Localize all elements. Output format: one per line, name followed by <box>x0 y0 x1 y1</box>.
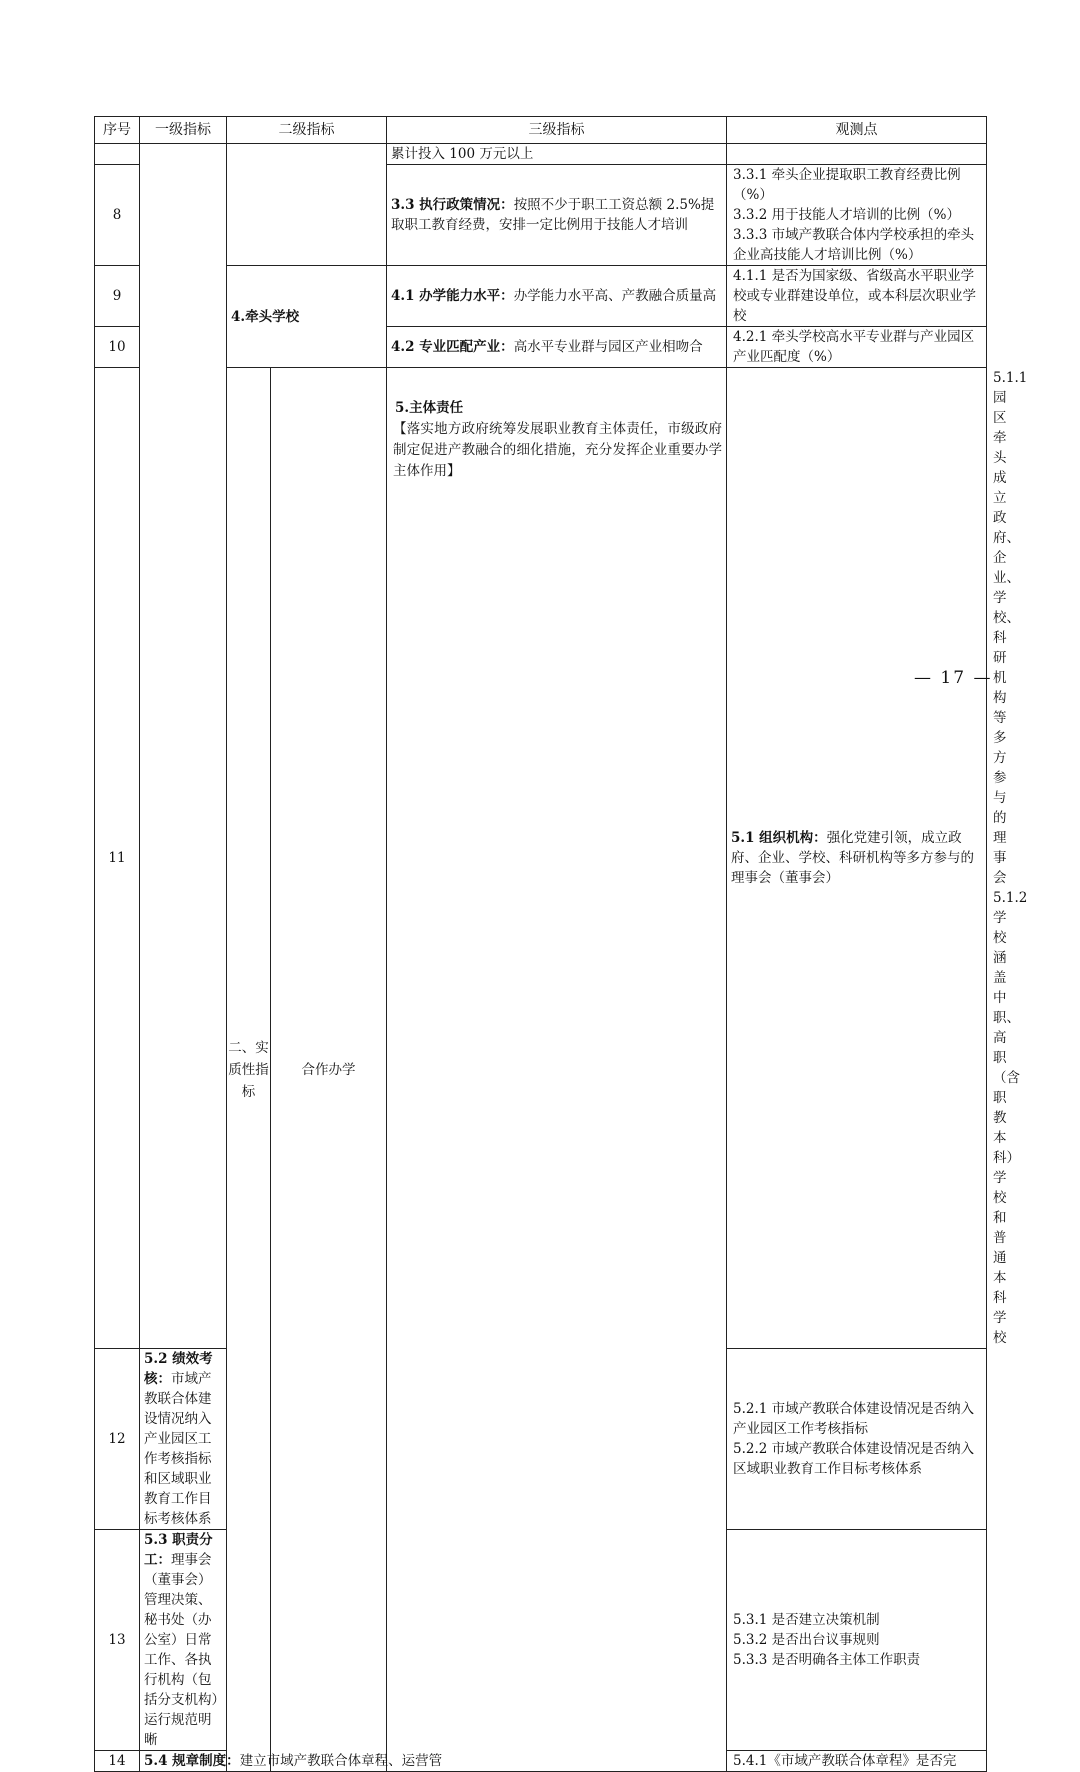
sub-indicator-5 <box>387 368 727 1772</box>
observation-cell <box>727 266 987 327</box>
header-observation: 观测点 <box>727 117 987 144</box>
observation-cell <box>727 1530 987 1751</box>
observation-cell <box>727 327 987 368</box>
observation-point: 3.3.2 用于技能人才培训的比例（%） <box>733 207 960 223</box>
seq-cell: 9 <box>95 266 140 327</box>
level3-title: 5.3 职责分工： <box>144 1532 213 1568</box>
level3-body: 建立市域产教联合体章程、运营管 <box>239 1753 443 1769</box>
observation-point: 4.2.1 牵头学校高水平专业群与产业园区产业匹配度（%） <box>733 329 975 365</box>
header-level2: 二级指标 <box>227 117 387 144</box>
seq-cell: 14 <box>95 1751 140 1772</box>
page-number: — 17 — <box>914 668 993 688</box>
level3-title: 3.3 执行政策情况： <box>391 197 514 213</box>
level3-cell: 累计投入 100 万元以上 <box>387 144 727 165</box>
seq-cell: 13 <box>95 1530 140 1751</box>
indicator-table <box>94 116 1028 1772</box>
observation-point: 5.2.2 市域产教联合体建设情况是否纳入区域职业教育工作目标考核体系 <box>733 1441 975 1477</box>
observation-point: 3.3.3 市域产教联合体内学校承担的牵头企业高技能人才培训比例（%） <box>733 227 975 263</box>
observation-point: 5.3.3 是否明确各主体工作职责 <box>733 1652 921 1668</box>
level3-body: 市域产教联合体建设情况纳入产业园区工作考核指标和区域职业教育工作目标考核体系 <box>144 1371 212 1527</box>
observation-point: 5.3.2 是否出台议事规则 <box>733 1632 880 1648</box>
level3-title: 5.1 组织机构： <box>731 830 827 846</box>
seq-cell: 11 <box>95 368 140 1349</box>
seq-cell: 10 <box>95 327 140 368</box>
table-row <box>95 266 987 327</box>
sub5-title: 5.主体责任 <box>395 400 464 416</box>
level3-body: 按照不少于职工工资总额 2.5%提取职工教育经费，安排一定比例用于技能人才培训 <box>391 197 715 233</box>
observation-point: 3.3.1 牵头企业提取职工教育经费比例（%） <box>733 167 961 203</box>
header-level3: 三级指标 <box>387 117 727 144</box>
level2-cell-upper <box>227 144 387 266</box>
level3-body: 高水平专业群与园区产业相吻合 <box>513 339 703 355</box>
observation-point: 5.3.1 是否建立决策机制 <box>733 1612 880 1628</box>
level3-body: 办学能力水平高、产教融合质量高 <box>513 288 717 304</box>
seq-cell <box>95 144 140 165</box>
observation-cell <box>727 1349 987 1530</box>
observation-cell <box>727 144 987 165</box>
level3-cell <box>387 165 727 266</box>
level3-cell <box>140 1530 227 1751</box>
header-level1: 一级指标 <box>140 117 227 144</box>
level3-title: 4.1 办学能力水平： <box>391 288 514 304</box>
header-seq: 序号 <box>95 117 140 144</box>
observation-point: 4.1.1 是否为国家级、省级高水平职业学校或专业群建设单位，或本科层次职业学校 <box>733 268 976 324</box>
table-row: 11 二、实质性指标 合作办学 5.主体责任 【落实地方政府统筹发展职业教育主体责任，市级政府制定促进产教融合的细化措施，充分发挥企业重要办学主体作用】 5.1 组织机构：强化党建引领，成立政府、企业、学校、科研机构等多方参与的理事会（董事会） 5.1.1 园区牵头成立政府、企业、学校、科研机构等多方参与的理事会 5.1.2 学校涵盖中职、高职（含职教本科）学校和普通本科学校 <box>95 368 987 1349</box>
level3-cell <box>140 1349 227 1530</box>
level3-body: 理事会（董事会）管理决策、秘书处（办公室）日常工作、各执行机构（包括分支机构）运行规范明晰 <box>144 1552 219 1748</box>
level3-cell <box>387 327 727 368</box>
seq-cell: 12 <box>95 1349 140 1530</box>
table-header-row <box>95 117 987 144</box>
level3-cell <box>387 266 727 327</box>
observation-point: 5.4.1《市域产教联合体章程》是否完 <box>733 1753 957 1769</box>
level1-cell-upper <box>140 144 227 1349</box>
observation-cell <box>727 165 987 266</box>
level3-cell <box>727 368 987 1349</box>
level2-coop: 合作办学 <box>271 368 387 1772</box>
level2-lead-school: 4.牵头学校 <box>227 266 387 368</box>
observation-cell <box>727 1751 987 1772</box>
table-row <box>95 144 987 165</box>
level3-title: 5.2 绩效考核： <box>144 1351 213 1387</box>
sub5-body: 【落实地方政府统筹发展职业教育主体责任，市级政府制定促进产教融合的细化措施，充分发挥企业重要办学主体作用】 <box>393 421 722 479</box>
observation-point: 5.2.1 市域产教联合体建设情况是否纳入产业园区工作考核指标 <box>733 1401 975 1437</box>
level3-title: 5.4 规章制度： <box>144 1753 240 1769</box>
level3-body: 强化党建引领，成立政府、企业、学校、科研机构等多方参与的理事会（董事会） <box>731 830 974 886</box>
level3-title: 4.2 专业匹配产业： <box>391 339 514 355</box>
level3-cell <box>140 1751 443 1772</box>
level1-substantive: 二、实质性指标 <box>227 368 271 1772</box>
seq-cell: 8 <box>95 165 140 266</box>
